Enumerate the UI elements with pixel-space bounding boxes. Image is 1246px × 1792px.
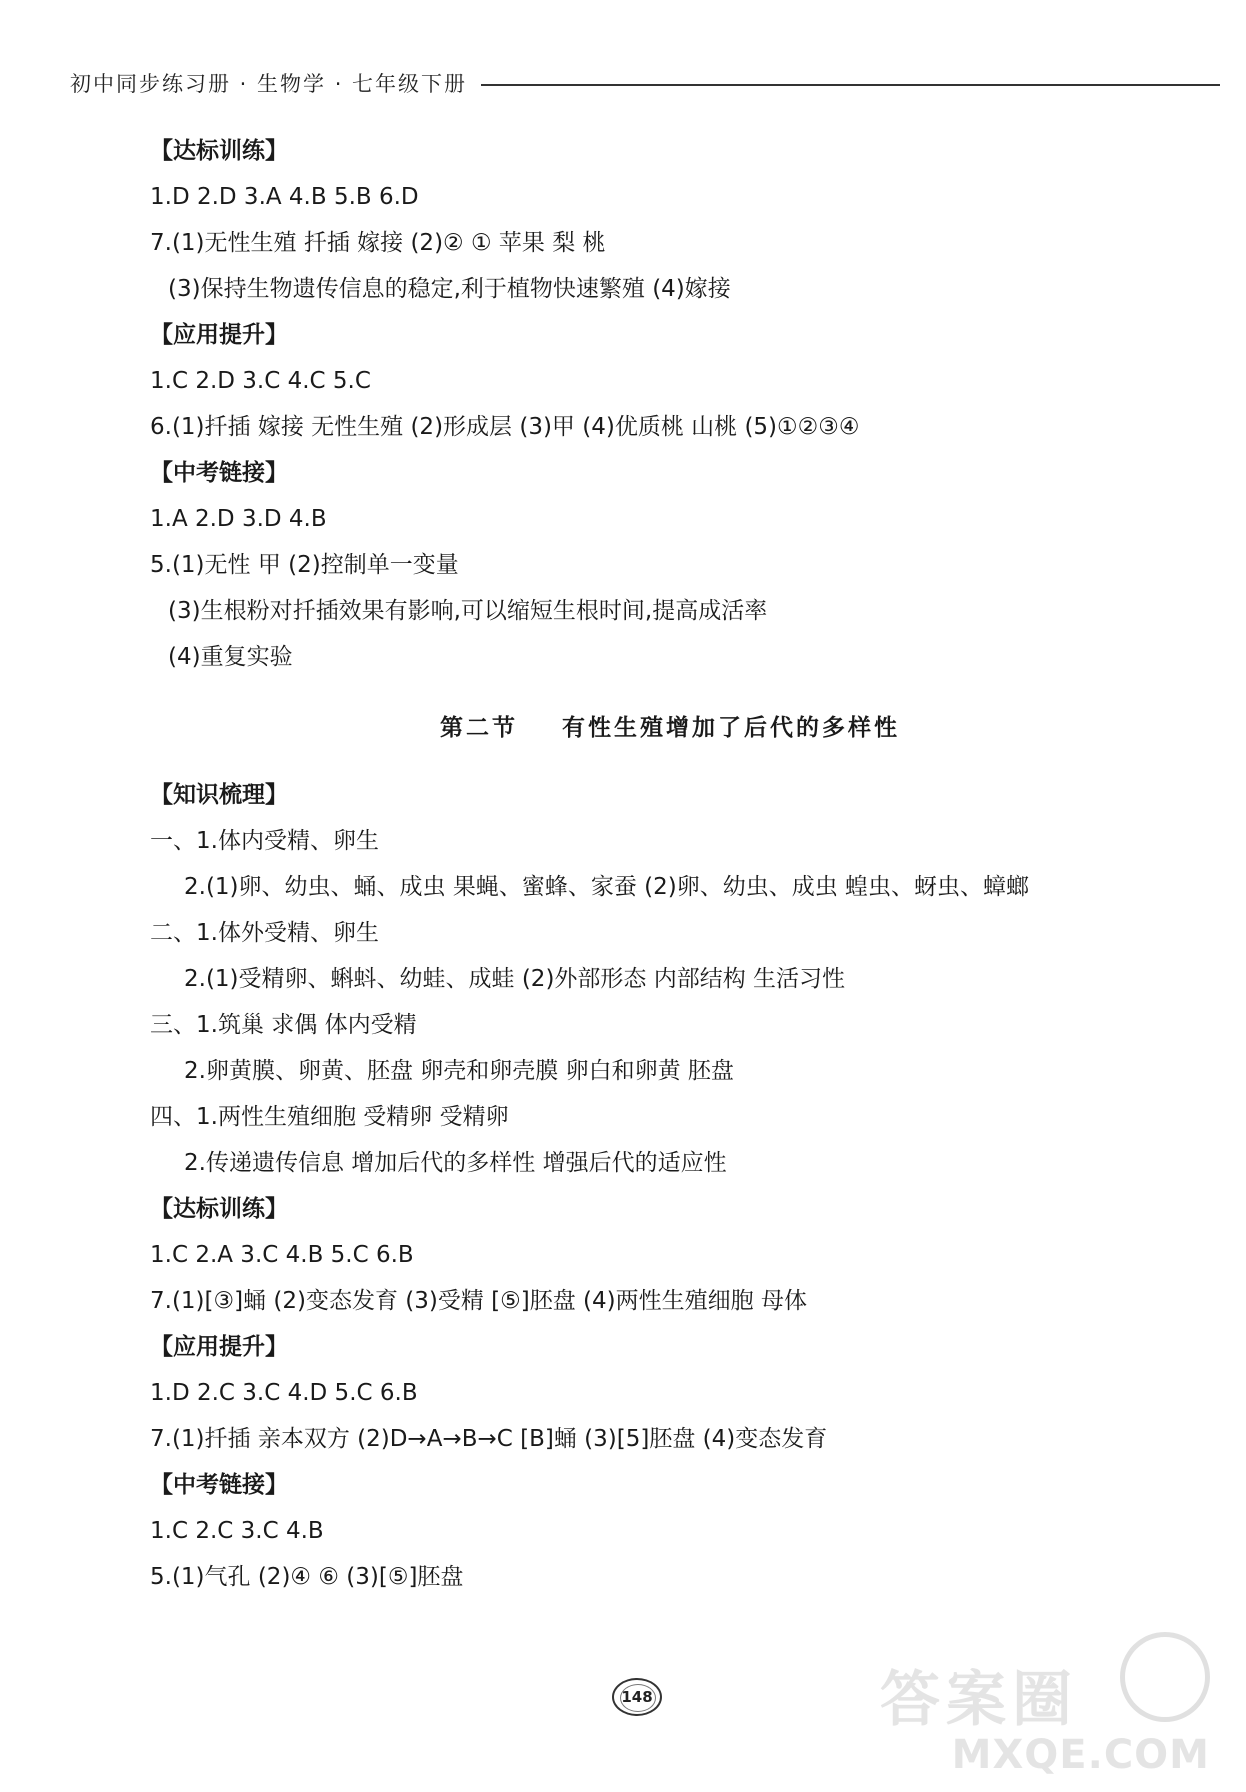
- answer-line: 四、1.两性生殖细胞 受精卵 受精卵: [150, 1104, 509, 1130]
- running-header: [70, 66, 1220, 100]
- answer-line: 5.(1)气孔 (2)④ ⑥ (3)[⑤]胚盘: [150, 1564, 464, 1590]
- answer-line: 二、1.体外受精、卵生: [150, 920, 379, 946]
- answer-line: 2.卵黄膜、卵黄、胚盘 卵壳和卵壳膜 卵白和卵黄 胚盘: [184, 1058, 734, 1084]
- section-two-answers: [150, 772, 1150, 1600]
- page-number-badge: [612, 1678, 662, 1716]
- answer-line: (3)生根粉对扦插效果有影响,可以缩短生根时间,提高成活率: [168, 598, 768, 624]
- answer-line: 7.(1)[③]蛹 (2)变态发育 (3)受精 [⑤]胚盘 (4)两性生殖细胞 母体: [150, 1288, 807, 1314]
- answer-line: 1.D 2.C 3.C 4.D 5.C 6.B: [150, 1380, 418, 1406]
- section-title: 第二节 有性生殖增加了后代的多样性: [439, 715, 901, 741]
- watermark: [880, 1632, 1220, 1782]
- header-rule: [481, 84, 1220, 86]
- header-title: 初中同步练习册 · 生物学 · 七年级下册: [70, 72, 468, 96]
- section-heading: 【应用提升】: [150, 1334, 288, 1360]
- section-heading: 【知识梳理】: [150, 782, 288, 808]
- answer-line: 1.C 2.C 3.C 4.B: [150, 1518, 324, 1544]
- answer-line: 1.A 2.D 3.D 4.B: [150, 506, 327, 532]
- watermark-logo-icon: [1120, 1632, 1210, 1722]
- section-heading: 【中考链接】: [150, 1472, 288, 1498]
- answer-content: [150, 128, 1150, 1600]
- answer-line: 一、1.体内受精、卵生: [150, 828, 379, 854]
- page-number: 148: [621, 1688, 653, 1706]
- section-heading: 【达标训练】: [150, 1196, 288, 1222]
- answer-line: 2.传递遗传信息 增加后代的多样性 增强后代的适应性: [184, 1150, 727, 1176]
- answer-line: (3)保持生物遗传信息的稳定,利于植物快速繁殖 (4)嫁接: [168, 276, 731, 302]
- answer-line: 5.(1)无性 甲 (2)控制单一变量: [150, 552, 459, 578]
- answer-line: 7.(1)无性生殖 扦插 嫁接 (2)② ① 苹果 梨 桃: [150, 230, 606, 256]
- section-heading: 【中考链接】: [150, 460, 288, 486]
- watermark-url: MXQE.COM: [951, 1732, 1210, 1778]
- answer-line: 1.C 2.D 3.C 4.C 5.C: [150, 368, 371, 394]
- answer-line: 1.D 2.D 3.A 4.B 5.B 6.D: [150, 184, 419, 210]
- section-one-answers: [150, 128, 1150, 680]
- answer-line: 2.(1)卵、幼虫、蛹、成虫 果蝇、蜜蜂、家蚕 (2)卵、幼虫、成虫 蝗虫、蚜虫、蟑螂: [184, 874, 1030, 900]
- answer-line: 三、1.筑巢 求偶 体内受精: [150, 1012, 417, 1038]
- section-heading: 【达标训练】: [150, 138, 288, 164]
- answer-line: 1.C 2.A 3.C 4.B 5.C 6.B: [150, 1242, 414, 1268]
- section-heading: 【应用提升】: [150, 322, 288, 348]
- answer-line: 7.(1)扦插 亲本双方 (2)D→A→B→C [B]蛹 (3)[5]胚盘 (4)变态发育: [150, 1426, 828, 1452]
- answer-line: 2.(1)受精卵、蝌蚪、幼蛙、成蛙 (2)外部形态 内部结构 生活习性: [184, 966, 846, 992]
- watermark-text: 答案圈: [880, 1665, 1078, 1735]
- answer-line: (4)重复实验: [168, 644, 293, 670]
- answer-line: 6.(1)扦插 嫁接 无性生殖 (2)形成层 (3)甲 (4)优质桃 山桃 (5)①②③④: [150, 414, 860, 440]
